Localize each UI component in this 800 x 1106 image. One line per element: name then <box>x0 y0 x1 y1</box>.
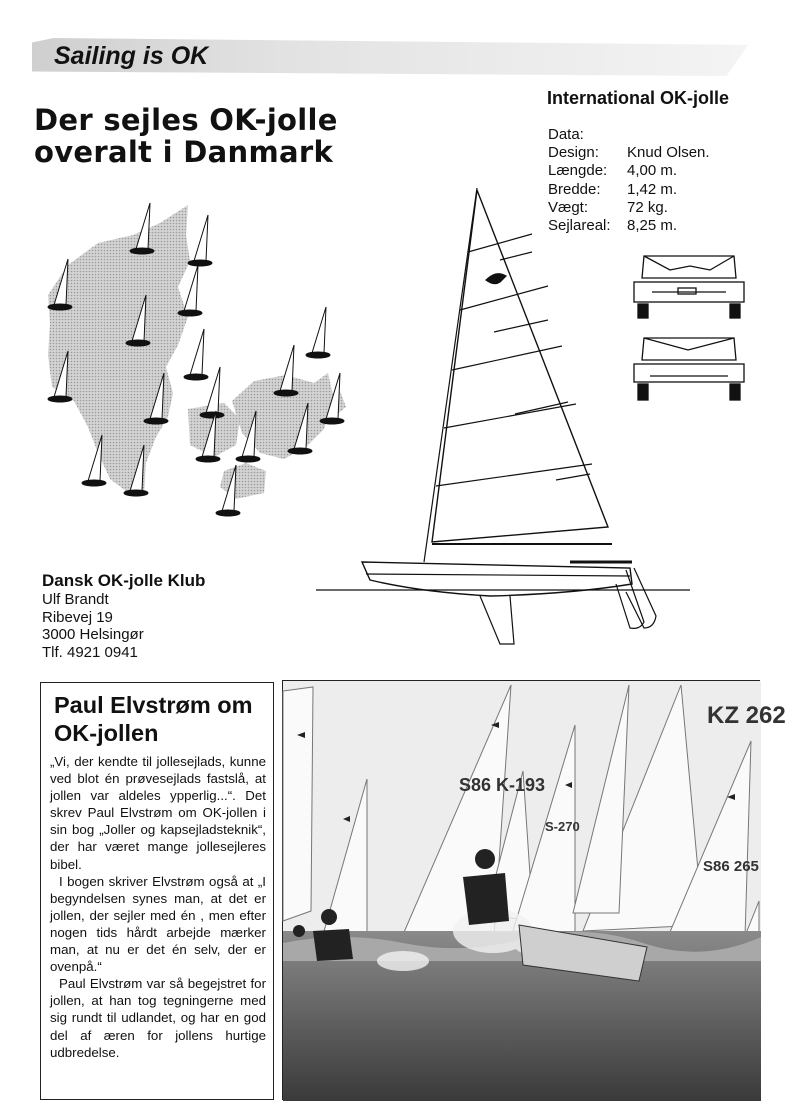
hull-outline <box>362 562 632 596</box>
spec-row <box>548 162 710 180</box>
sail-number: S86 265 <box>703 858 759 875</box>
spec-title: International OK-jolle <box>547 88 730 108</box>
sail-number: S-270 <box>545 819 580 834</box>
club-address <box>42 571 205 661</box>
spec-row <box>548 144 710 162</box>
class-insignia-icon <box>486 274 506 284</box>
boat-marker-icon <box>188 215 212 266</box>
spec-value: 4,00 m. <box>627 162 678 180</box>
spec-value: 8,25 m. <box>627 217 678 235</box>
spec-key: Bredde: <box>548 180 601 198</box>
spec-value: 72 kg. <box>627 198 668 216</box>
article-title: Paul Elvstrøm om OK-jollen <box>54 692 253 746</box>
spec-data-label: Data: <box>548 126 584 143</box>
club-city: 3000 Helsingør <box>42 626 144 644</box>
article-paragraph: Paul Elvstrøm var så begejstret for jollen, at han tog tegningerne med sig rundt til udlandet, og har en god del af æren for jollens hurtige udbredelse. <box>50 976 266 1060</box>
banner-title: Sailing is OK <box>54 42 209 70</box>
club-phone: Tlf. 4921 0941 <box>42 643 138 661</box>
club-street: Ribevej 19 <box>42 608 113 626</box>
page-headline: Der sejles OK-jolle overalt i Danmark <box>34 103 338 169</box>
spec-value: Knud Olsen. <box>627 144 710 161</box>
spec-value: 1,42 m. <box>627 180 678 198</box>
club-contact: Ulf Brandt <box>42 591 109 608</box>
club-name: Dansk OK-jolle Klub <box>42 571 206 590</box>
spec-key: Længde: <box>548 162 608 180</box>
article-paragraph: „Vi, der kendte til jollesejlads, kunne ved blot én prøvesejlads fastslå, at jollen var aldeles ypperlig...“. Det skrev Paul Elvstrøm om OK-jollen i sin bog „Joller og kapsejladsteknik“, der har været mange jollesejleres bibel. <box>50 754 266 872</box>
boat-marker-icon <box>184 329 208 380</box>
racing-photo <box>282 680 786 1100</box>
sail-number: S86 K-193 <box>459 775 546 795</box>
map-jutland <box>48 205 190 495</box>
dinghy-drawing <box>310 182 695 652</box>
racing-photo-image <box>283 681 786 1101</box>
article-paragraph: I bogen skriver Elvstrøm også at „I begyndelsen synes man, at det er jollen, der sejler med én , men efter nogen tids hårdt arbejde mærker man, at nu er det én selv, der er ovenpå.“ <box>50 873 266 975</box>
article-body <box>50 753 266 1061</box>
sail-number: KZ 262 <box>707 702 786 729</box>
photo-sail <box>283 687 313 921</box>
spec-key: Vægt: <box>548 198 589 216</box>
sail-outline <box>432 190 608 542</box>
article-box <box>40 682 274 1100</box>
denmark-map <box>28 195 358 525</box>
spec-key: Sejlareal: <box>548 217 611 235</box>
spec-key: Design: <box>548 144 599 161</box>
